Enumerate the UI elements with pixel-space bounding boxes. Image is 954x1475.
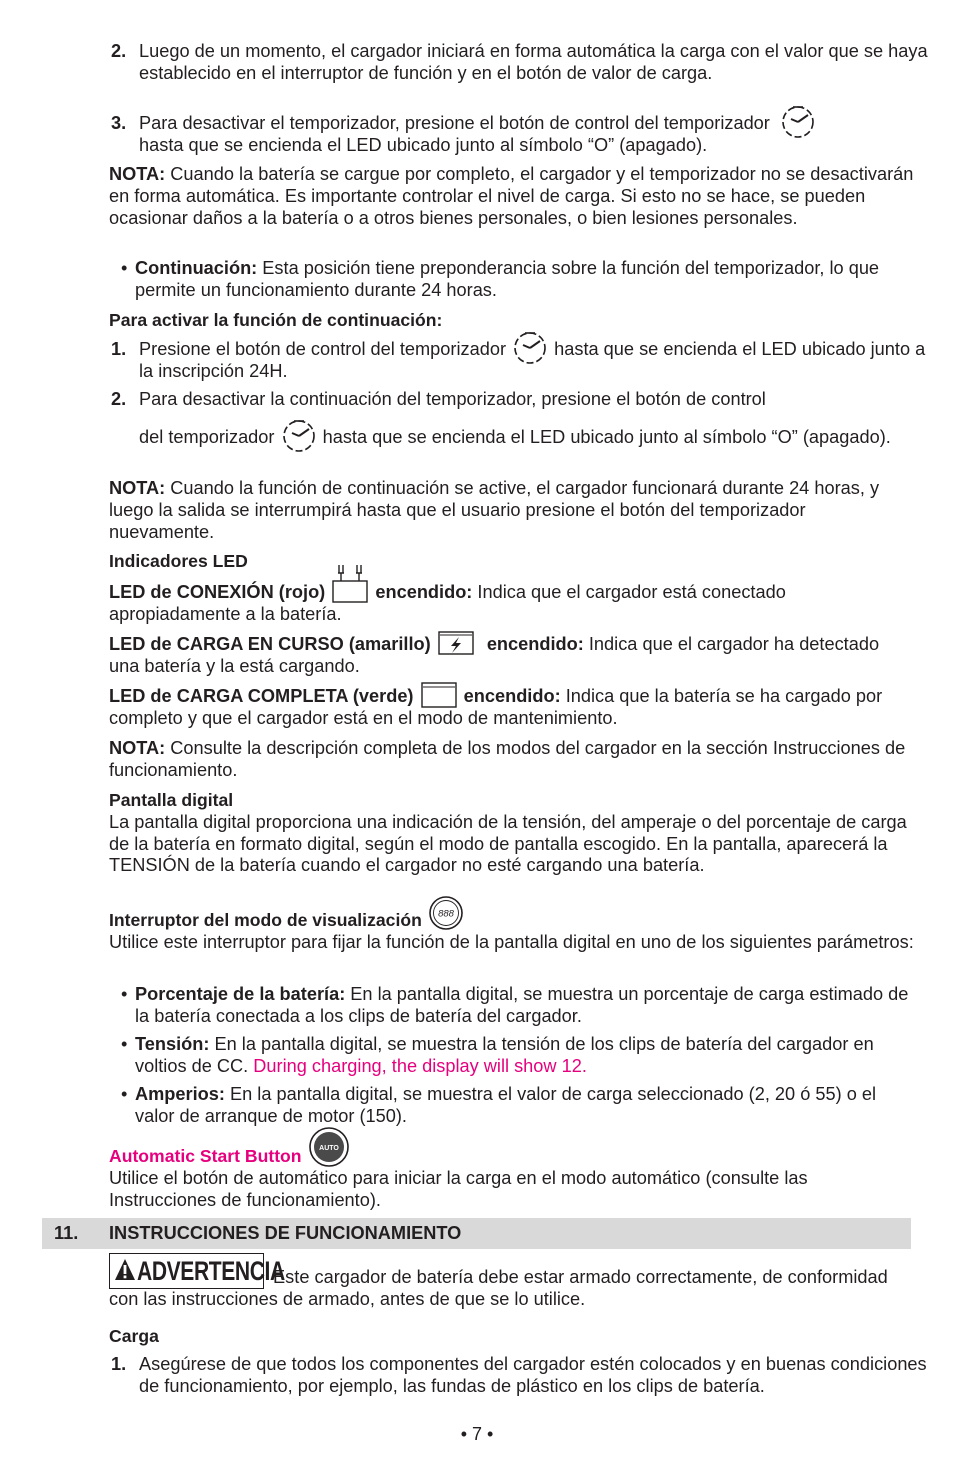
carga-heading: Carga [109, 1326, 159, 1346]
step-text: Presione el botón de control del temporizador [139, 339, 507, 359]
led-label: LED de CONEXIÓN (rojo) [109, 582, 326, 602]
step-3 [109, 113, 929, 157]
led-on-label: encendido: [486, 634, 584, 654]
timer-icon [779, 103, 817, 139]
step-number: 2. [111, 389, 127, 409]
led-label: LED de CARGA COMPLETA (verde) [109, 686, 414, 706]
mode-text: En la pantalla digital, se muestra la tensión de los clips de batería del cargador en voltios de CC. [135, 1034, 874, 1076]
auto-button-icon [307, 1126, 351, 1168]
step-text-continued: hasta que se encienda el LED ubicado junto al símbolo “O” (apagado). [139, 134, 708, 155]
auto-start-section [109, 1146, 914, 1211]
bullet-label: Continuación: [135, 258, 258, 278]
note-text: Cuando la batería se cargue por completo, el cargador y el temporizador no se desactivarán en forma automática. Es importante controlar el nivel de carga. Si esto no se hace, se pueden ocasionar daños a la batería o a otros bienes personales, o bien lesiones personales. [109, 164, 914, 228]
step-text: Para desactivar la continuación del temporizador, presione el botón de control [139, 389, 766, 409]
battery-clamp-icon [330, 562, 370, 604]
warning-label: ADVERTENCIA [137, 1256, 285, 1286]
carga-step-1 [109, 1354, 929, 1398]
mode-tension [121, 1034, 915, 1078]
display-mode-icon [427, 895, 465, 931]
note-text: Cuando la función de continuación se active, el cargador funcionará durante 24 horas, y luego la salida se interrumpirá hasta que el usuario presione el botón del temporizador nuevamente. [109, 478, 880, 542]
mode-label: Amperios: [135, 1084, 225, 1104]
step-text: Asegúrese de que todos los componentes del cargador estén colocados y en buenas condiciones de funcionamiento, por ejemplo, las fundas de plástico en los clips de batería. [139, 1354, 927, 1396]
bullet: • [121, 1034, 128, 1054]
warning-label-box [109, 1253, 285, 1289]
led-on-label: encendido: [375, 582, 473, 602]
pantalla-text: La pantalla digital proporciona una indicación de la tensión, del amperaje o del porcentaje de carga de la batería en formato digital, según el modo de pantalla escogido. En la pantalla, aparecerá la TENSIÓN de la batería cuando el cargador no esté cargando una batería. [109, 811, 907, 876]
auto-text: Utilice el botón de automático para iniciar la carga en el modo automático (consulte las Instrucciones de funcionamiento). [109, 1167, 808, 1210]
pantalla-digital [109, 790, 914, 877]
mode-porcentaje [121, 984, 915, 1028]
step-number: 3. [111, 113, 127, 133]
interruptor [109, 910, 914, 954]
leds-heading: Indicadores LED [109, 551, 248, 571]
note-3 [109, 738, 914, 782]
section-11-header [42, 1218, 911, 1249]
interruptor-text: Utilice este interruptor para fijar la función de la pantalla digital en uno de los siguientes parámetros: [109, 931, 914, 952]
led-text: Indica que la batería se ha cargado por completo y que el cargador está en el modo de mantenimiento. [109, 686, 883, 728]
mode-label: Porcentaje de la batería: [135, 984, 346, 1004]
step-2 [109, 41, 929, 85]
pantalla-heading: Pantalla digital [109, 790, 234, 810]
led-on-label: encendido: [463, 686, 561, 706]
auto-button-icon-text: AUTO [318, 1145, 339, 1153]
led-carga-en-curso [109, 634, 914, 678]
warning-triangle-icon [114, 1258, 136, 1282]
auto-heading: Automatic Start Button [109, 1146, 302, 1166]
full-battery-icon [419, 679, 459, 709]
warning-text: Este cargador de batería debe estar armado correctamente, de conformidad con las instrucciones de armado, antes de que se lo utilice. [109, 1267, 888, 1309]
step-text-b: del temporizador [139, 426, 275, 447]
step-number: 2. [111, 41, 127, 61]
note-label: NOTA: [109, 738, 166, 758]
mode-text-highlight: During charging, the display will show 12. [248, 1055, 587, 1076]
section-title: INSTRUCCIONES DE FUNCIONAMIENTO [109, 1223, 462, 1243]
mode-amperios [121, 1084, 915, 1128]
mode-text: En la pantalla digital, se muestra el valor de carga seleccionado (2, 20 ó 55) o el valor de arranque de motor (150). [135, 1084, 877, 1126]
bullet-text: Esta posición tiene preponderancia sobre la función del temporizador, lo que permite un funcionamiento durante 24 horas. [135, 258, 880, 300]
activar-step-2 [109, 389, 929, 449]
warning-block [109, 1253, 914, 1311]
step-text: Para desactivar el temporizador, presione el botón de control del temporizador [139, 113, 770, 133]
charging-battery-icon [436, 627, 476, 657]
step-text-c: hasta que se encienda el LED ubicado junto al símbolo “O” (apagado). [322, 426, 891, 447]
led-carga-completa [109, 686, 914, 730]
continuacion-bullet [121, 258, 915, 302]
led-text: Indica que el cargador está conectado apropiadamente a la batería. [109, 582, 786, 624]
note-1 [109, 164, 914, 229]
led-text: Indica que el cargador ha detectado una batería y la está cargando. [109, 634, 880, 676]
note-2 [109, 478, 914, 543]
timer-icon [511, 329, 549, 365]
bullet: • [121, 258, 128, 278]
led-label: LED de CARGA EN CURSO (amarillo) [109, 634, 431, 654]
step-text-continued: hasta que se encienda el LED ubicado junto a la inscripción 24H. [139, 339, 926, 381]
mode-label: Tensión: [135, 1034, 210, 1054]
interruptor-heading: Interruptor del modo de visualización [109, 910, 422, 930]
mode-text: En la pantalla digital, se muestra un porcentaje de carga estimado de la batería conectada a los clips de batería del cargador. [135, 984, 909, 1026]
note-label: NOTA: [109, 478, 166, 498]
step-number: 1. [111, 1354, 127, 1374]
note-label: NOTA: [109, 164, 166, 184]
bullet: • [121, 1084, 128, 1104]
section-number: 11. [54, 1223, 79, 1243]
activar-step-1 [109, 339, 929, 383]
timer-icon [280, 417, 318, 453]
led-conexion [109, 582, 914, 626]
activar-heading: Para activar la función de continuación: [109, 310, 443, 330]
note-text: Consulte la descripción completa de los modos del cargador en la sección Instrucciones de funcionamiento. [109, 738, 906, 780]
step-number: 1. [111, 339, 127, 359]
page-number: • 7 • [460, 1424, 494, 1444]
display-mode-icon-text: 888 [437, 908, 454, 920]
step-text: Luego de un momento, el cargador iniciará en forma automática la carga con el valor que se haya establecido en el interruptor de función y en el botón de valor de carga. [139, 41, 928, 83]
bullet: • [121, 984, 128, 1004]
